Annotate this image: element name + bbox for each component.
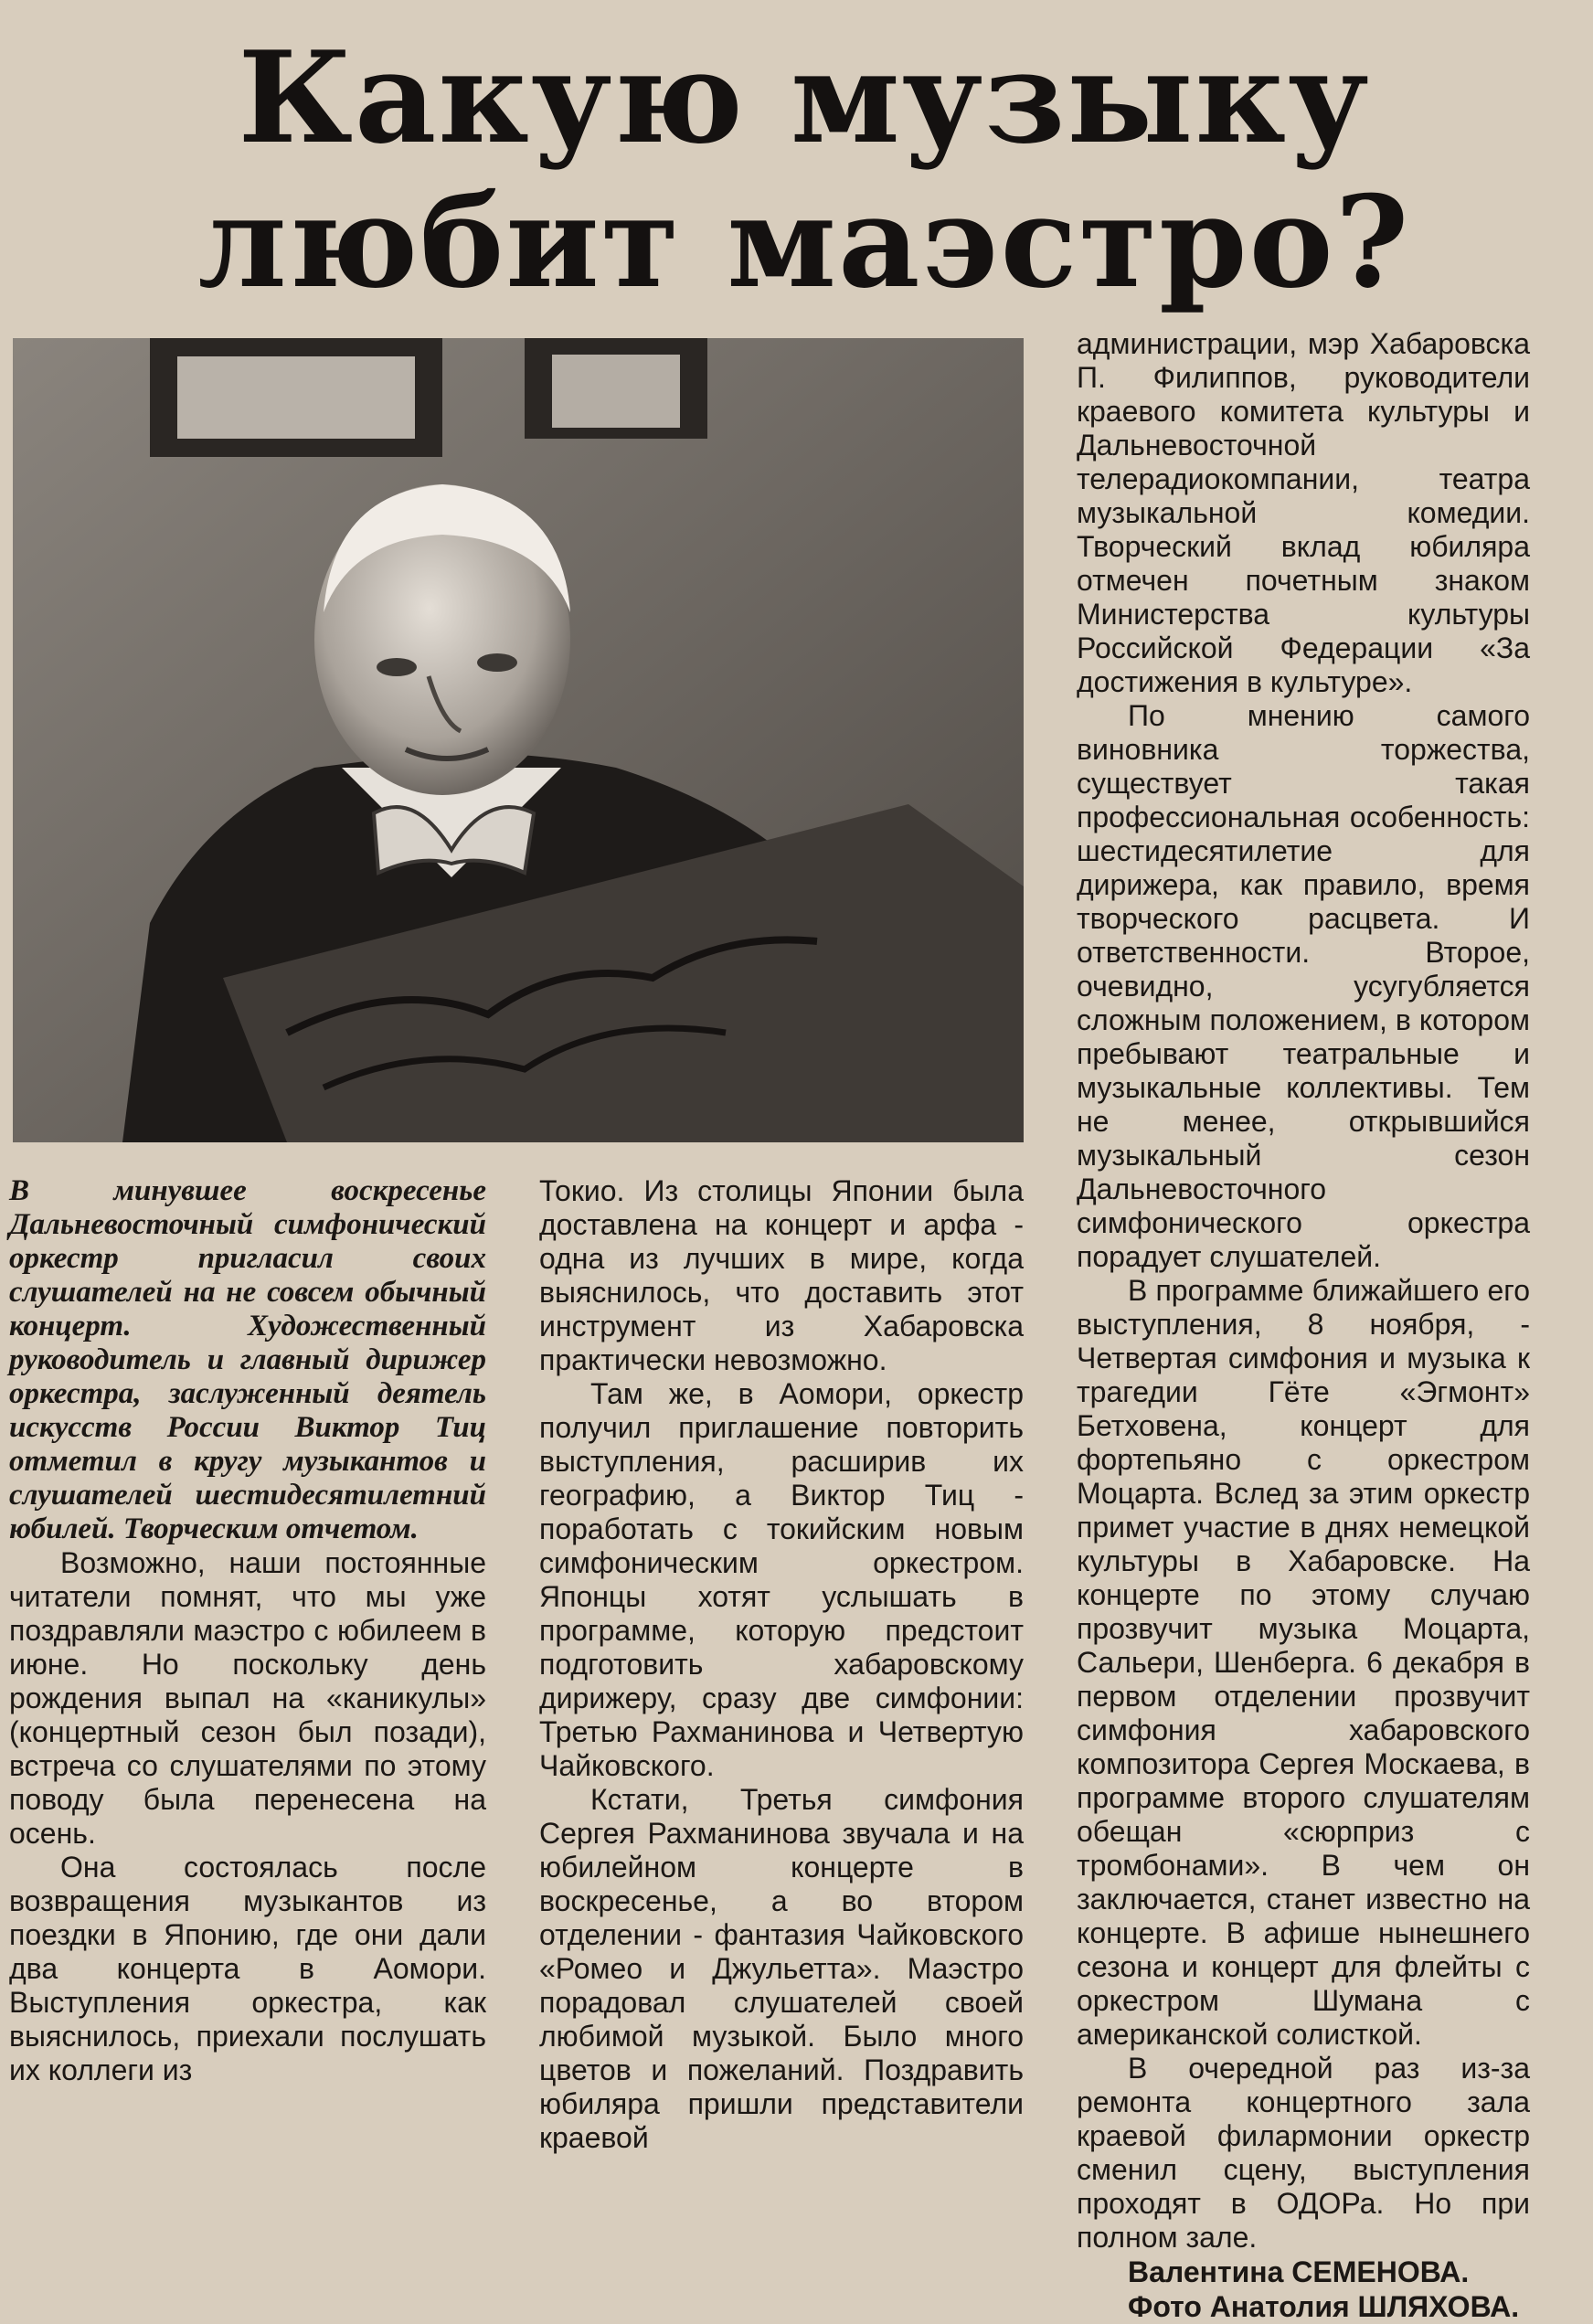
column-2 bbox=[539, 1174, 1024, 2155]
paragraph: Кстати, Третья симфония Сергея Рахманинова звучала и на юбилейном концерте в воскресенье, а во втором отделении - фантазия Чайковского «Ромео и Джульетта». Маэстро порадовал слушателей своей любимой музыкой. Было много цветов и пожеланий. Поздравить юбиляра пришли представители краевой bbox=[539, 1783, 1024, 2154]
lead-paragraph: В минувшее воскресенье Дальневосточный симфонический оркестр пригласил своих слушателей на не совсем обычный концерт. Художественный руководитель и главный дирижер оркестра, заслуженный деятель искусств России Виктор Тиц отметил в кругу музыкантов и слушателей шестидесятилетний юбилей. Творческим отчетом. bbox=[9, 1174, 486, 1545]
paragraph: В очередной раз из-за ремонта концертного зала краевой филармонии оркестр сменил сцену, выступления проходят в ОДОРа. Но при полном зале. bbox=[1077, 2052, 1530, 2254]
paragraph: По мнению самого виновника торжества, существует такая профессиональная особенность: шестидесятилетие для дирижера, как правило, время творческого расцвета. И ответственности. Второе, очевидно, усугубляется сложным положением, в котором пребывают театральные и музыкальные коллективы. Тем не менее, открывшийся музыкальный сезон Дальневосточного симфонического оркестра порадует слушателей. bbox=[1077, 699, 1530, 1273]
paragraph: В программе ближайшего его выступления, 8 ноября, - Четвертая симфония и музыка к трагедии Гёте «Эгмонт» Бетховена, концерт для фортепьяно с оркестром Моцарта. Вслед за этим оркестр примет участие в днях немецкой культуры в Хабаровске. На концерте по этому случаю прозвучит музыка Моцарта, Сальери, Шенберга. 6 декабря в первом отделении прозвучит симфония хабаровского композитора Сергея Москаева, в программе второго слушателям обещан «сюрприз с тромбонами». В чем он заключается, станет известно на концерте. В афише нынешнего сезона и концерт для флейты с оркестром Шумана с американской солисткой. bbox=[1077, 1274, 1530, 2051]
column-1 bbox=[9, 1174, 486, 2087]
paragraph: администрации, мэр Хабаровска П. Филиппов, руководители краевого комитета культуры и Дальневосточной телерадиокомпании, театра музыкальной комедии. Творческий вклад юбиляра отмечен почетным знаком Министерства культуры Российской Федерации «За достижения в культуре». bbox=[1077, 327, 1530, 698]
author-byline: Валентина СЕМЕНОВА. bbox=[1128, 2255, 1470, 2288]
photo-credit: Фото Анатолия ШЛЯХОВА. bbox=[1128, 2290, 1520, 2323]
photo-image bbox=[13, 338, 1024, 1142]
paragraph: Там же, в Аомори, оркестр получил приглашение повторить выступления, расширив их географию, а Виктор Тиц - поработать с токийским новым симфоническим оркестром. Японцы хотят услышать в программе, которую предстоит подготовить хабаровскому дирижеру, сразу две симфонии: Третью Рахманинова и Четвертую Чайковского. bbox=[539, 1377, 1024, 1782]
headline bbox=[110, 23, 1499, 316]
paragraph: Возможно, наши постоянные читатели помнят, что мы уже поздравляли маэстро с юбилеем в июне. Но поскольку день рождения выпал на «каникулы» (концертный сезон был позади), встреча со слушателями по этому поводу была перенесена на осень. bbox=[9, 1546, 486, 1850]
conductor-photo bbox=[13, 338, 1024, 1142]
column-3 bbox=[1077, 327, 1530, 2324]
paragraph: Она состоялась после возвращения музыкантов из поездки в Японию, где они дали два концерта в Аомори. Выступления оркестра, как выяснилось, приехали послушать их коллеги из bbox=[9, 1851, 486, 2086]
headline-line-2: любит маэстро? bbox=[197, 167, 1411, 316]
paragraph: Токио. Из столицы Японии была доставлена на концерт и арфа - одна из лучших в мире, когда выяснилось, что доставить этот инструмент из Хабаровска практически невозможно. bbox=[539, 1174, 1024, 1376]
headline-line-1: Какую музыку bbox=[238, 23, 1371, 172]
